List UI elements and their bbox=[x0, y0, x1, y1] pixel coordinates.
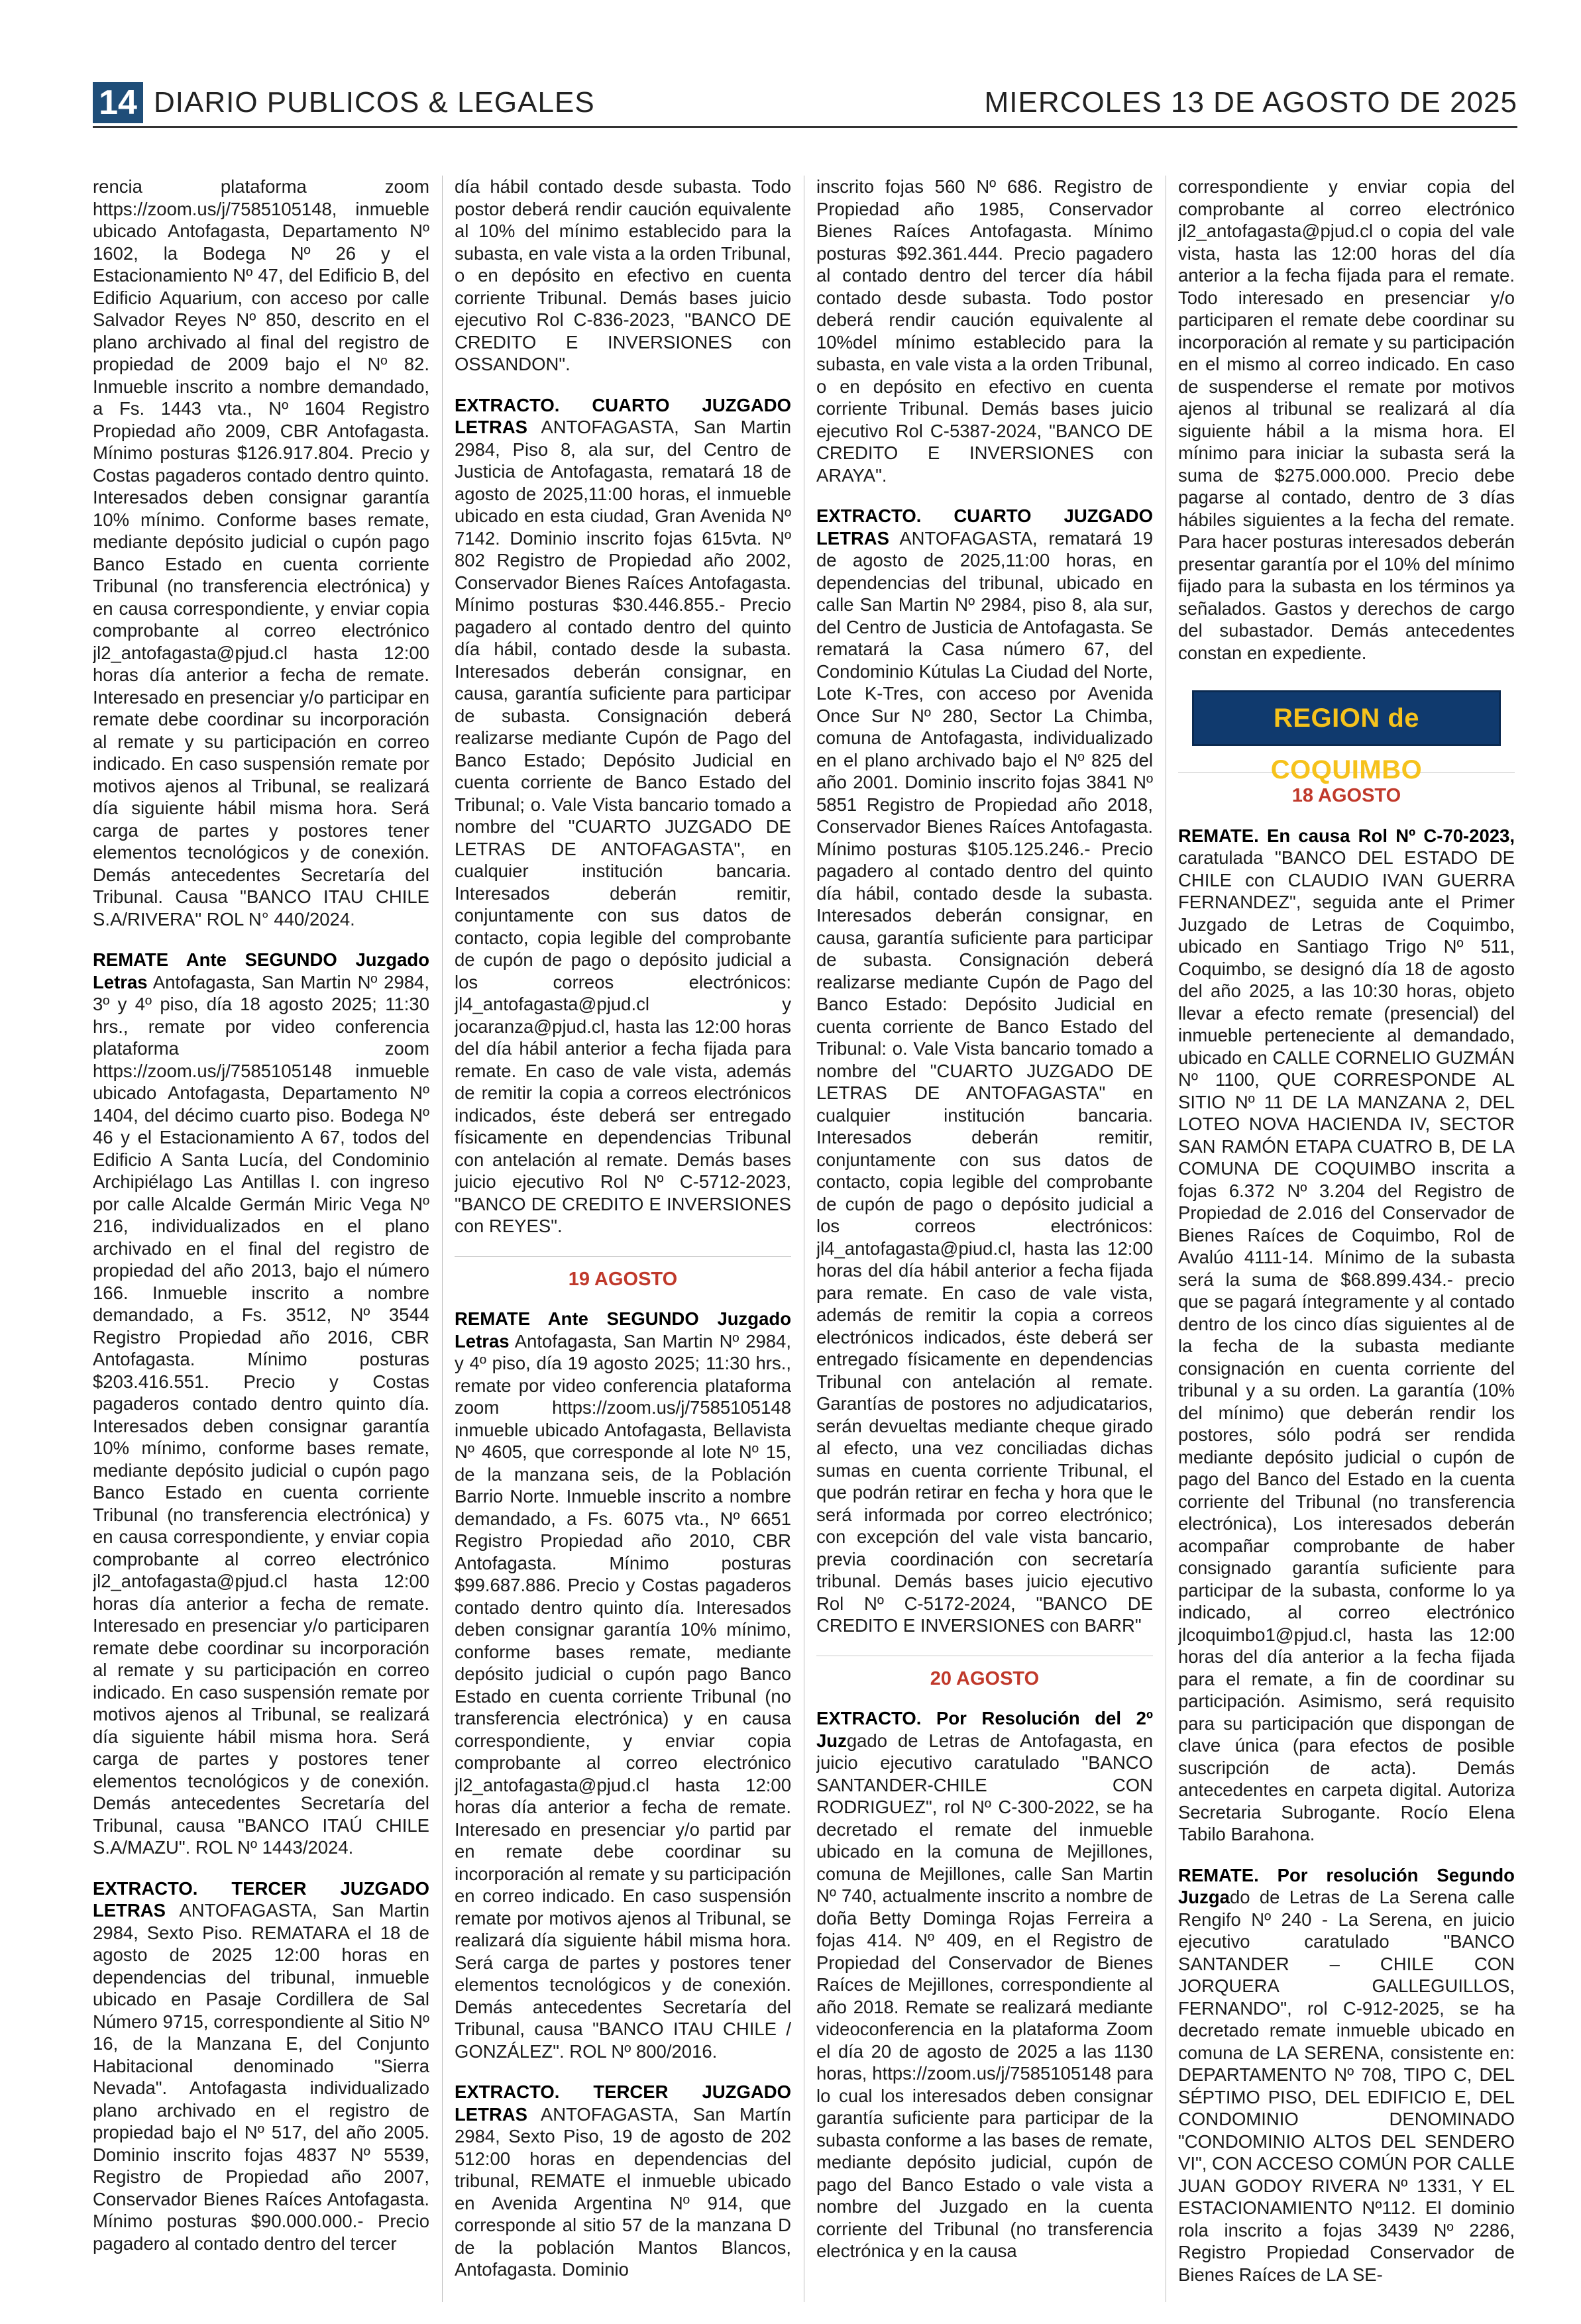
notice-continued: correspondiente y enviar copia del comprobante al correo electrónico jl2_antofagasta@pjud.cl o copia del vale vista, hasta las 12:00 horas del día anterior a la fecha fijada para el remate. Todo interesado en presenciar y/o participaren el remate debe coordinar su incorporación al remate y su participación en el mismo al correo indicado. En caso de suspenderse el remate por motivos ajenos al tribunal se realizará al día siguiente hábil a la misma hora. El mínimo para iniciar la subasta será la suma de $275.000.000. Precio debe pagarse al contado, dentro de 3 días hábiles siguientes a la fecha del remate. Para hacer posturas interesados deberán presentar garantía por el 10% del mínimo fijado para la subasta en los términos ya señalados. Gastos y derechos de cargo del subastador. Demás antecedentes constan en expediente. bbox=[1178, 176, 1515, 663]
notice-body: ANTOFAGASTA, San Martin 2984, Piso 8, ala sur, del Centro de Justicia de Antofagasta, rematará 18 de agosto de 2025,11:00 horas, el inmueble ubicado en esta ciudad, Gran Avenida Nº 7142. Dominio inscrito fojas 615vta. Nº 802 Registro de Propiedad año 2002, Conservador Bienes Raíces Antofagasta. Mínimo posturas $30.446.855.- Precio pagadero al contado dentro del quinto día hábil, contado desde la subasta. Interesados deberán consignar, en causa, garantía suficiente para participar de subasta. Consignación deberá realizarse mediante Cupón de Pago del Banco Estado; Depósito Judicial en cuenta corriente de Banco Estado del Tribunal; o. Vale Vista bancario tomado a nombre del "CUARTO JUZGADO DE LETRAS DE ANTOFAGASTA", en cualquier institución bancaria. Interesados deberán remitir, conjuntamente con sus datos de contacto, copia legible del comprobante de cupón de pago o depósito judicial a los correos electrónicos: jl4_antofagasta@pjud.cl y jocaranza@pjud.cl, hasta las 12:00 horas del día hábil anterior a fecha fijada para remate. En caso de vale vista, además de remitir la copia a correos electrónicos indicados, éste deberá ser entregado físicamente en dependencias Tribunal con antelación al remate. Demás bases juicio ejecutivo Rol Nº C-5712-2023, "BANCO DE CREDITO E INVERSIONES con REYES". bbox=[455, 417, 791, 1236]
column-4 bbox=[1178, 176, 1515, 2296]
notice bbox=[816, 1707, 1153, 2262]
notice-heading: EXTRACTO. Por Resolución del 2º Juz bbox=[816, 1708, 1153, 1751]
notice-body: Antofagasta, San Martin Nº 2984, 3º y 4º piso, día 18 agosto 2025; 11:30 hrs., remate por video conferencia plataforma zoom https://zoom.us/j/7585105148 inmueble ubicado Antofagasta, Departamento Nº 1404, del décimo cuarto piso. Bodega Nº 46 y el Estacionamiento A 67, todos del Edificio A Santa Lucía, del Condominio Archipiélago Las Antillas I. con ingreso por calle Alcalde Germán Miric Vega Nº 216, individualizados en el plano archivado en el final del registro de propiedad del año 2013, bajo el número 166. Inmueble inscrito a nombre demandado, a Fs. 3512, Nº 3544 Registro Propiedad año 2016, CBR Antofagasta. Mínimo posturas $203.416.551. Precio y Costas pagaderos contado dentro quinto día. Interesados deben consignar garantía 10% mínimo, conforme bases remate, mediante depósito judicial o cupón pago Banco Estado en cuenta corriente Tribunal (no transferencia electrónica) y en causa correspondiente, y enviar copia comprobante al correo electrónico jl2_antofagasta@pjud.cl hasta 12:00 horas día anterior a fecha de remate. Interesado en presenciar y/o participaren remate debe coordinar su incorporación al remate y su participación en correo indicado. En caso suspensión remate por motivos ajenos al Tribunal, se realizará día siguiente hábil misma hora. Será carga de partes y postores tener elementos tecnológicos y de conexión. Demás antecedentes Secretaría del Tribunal, causa "BANCO ITAÚ CHILE S.A/MAZU". ROL Nº 1443/2024. bbox=[93, 971, 429, 1858]
column-divider bbox=[442, 176, 443, 2302]
date-heading: 18 AGOSTO bbox=[1178, 772, 1515, 808]
notice-body: caratulada "BANCO DEL ESTADO DE CHILE con CLAUDIO IVAN GUERRA FERNANDEZ", seguida ante el Primer Juzgado de Letras de Coquimbo, ubicado en Santiago Trigo Nº 511, Coquimbo, se designó día 18 de agosto del año 2025, a las 10:30 horas, objeto llevar a efecto remate (presencial) del inmueble perteneciente al demandado, ubicado en CALLE CORNELIO GUZMÁN Nº 1100, QUE CORRESPONDE AL SITIO Nº 11 DE LA MANZANA 2, DEL LOTEO NOVA HACIENDA IV, SECTOR SAN RAMÓN ETAPA CUATRO B, DE LA COMUNA DE COQUIMBO inscrita a fojas 6.372 Nº 3.204 del Registro de Propiedad de 2.016 del Conservador de Bienes Raíces de Coquimbo, Rol de Avalúo 4111-14. Mínimo de la subasta será la suma de $68.899.434.- precio que se pagará íntegramente y al contado dentro de los cinco días siguientes al de la fecha de la subasta mediante consignación en cuenta corriente del tribunal y a su orden. La garantía (10% del mínimo) que deberán rendir los postores, sólo podrá ser rendida mediante depósito judicial o cupón de pago del Banco del Estado en la cuenta corriente del Tribunal (no transferencia electrónica), Los interesados deberán acompañar comprobante de haber consignado garantía suficiente para participar de la subasta, conforme lo ya indicado, al correo electrónico jlcoquimbo1@pjud.cl, hasta las 12:00 horas del día anterior a la fecha fijada para el remate, a fin de coordinar su participación. Asimismo, será requisito para su participación que dispongan de clave única (para efectos de posible suscripción de acta). Demás antecedentes en carpeta digital. Autoriza Secretaria Subrogante. Rocío Elena Tabilo Barahona. bbox=[1178, 847, 1515, 1844]
page-number: 14 bbox=[93, 82, 143, 123]
region-banner: REGION de COQUIMBO bbox=[1192, 690, 1501, 746]
notice-heading: EXTRACTO. CUARTO JUZGADO LETRAS bbox=[455, 394, 791, 437]
notice bbox=[455, 394, 791, 1238]
notice-body: Antofagasta, San Martin Nº 2984, y 4º piso, día 19 agosto 2025; 11:30 hrs., remate por video conferencia plataforma zoom https://zoom.us/j/7585105148 inmueble ubicado Antofagasta, Bellavista Nº 4605, que corresponde al lote Nº 15, de la manzana seis, de la Población Barrio Norte. Inmueble inscrito a nombre demandado, a Fs. 6075 vta., Nº 6651 Registro Propiedad año 2010, CBR Antofagasta. Mínimo posturas $99.687.886. Precio y Costas pagaderos contado dentro quinto día. Interesados deben consignar garantía 10% mínimo, conforme bases remate, mediante depósito judicial o cupón pago Banco Estado en cuenta corriente Tribunal (no transferencia electrónica) y en causa correspondiente, y enviar copia comprobante al correo electrónico jl2_antofagasta@pjud.cl hasta 12:00 horas día anterior a fecha de remate. Interesado en presenciar y/o partid par en remate debe coordinar su incorporación al remate y su participación en correo indicado. En caso suspensión remate por motivos ajenos al Tribunal, se realizará día siguiente hábil misma hora. Será carga de partes y postores tener elementos tecnológicos y de conexión. Demás antecedentes Secretaría del Tribunal, causa "BANCO ITAU CHILE / GONZÁLEZ". ROL Nº 800/2016. bbox=[455, 1330, 791, 2062]
publication-title: DIARIO PUBLICOS & LEGALES bbox=[154, 86, 595, 119]
notice bbox=[93, 949, 429, 1859]
notice-body: ANTOFAGASTA, rematará 19 de agosto de 2025,11:00 horas, en dependencias del tribunal, ubicado en calle San Martin Nº 2984, piso 8, ala sur, del Centro de Justicia de Antofagasta. Se rematará la Casa número 67, del Condominio Kútulas La Ciudad del Norte, Lote K-Tres, con acceso por Avenida Once Sur Nº 280, Sector La Chimba, comuna de Antofagasta, individualizado en el plano archivado bajo el Nº 825 del año 2001. Dominio inscrito fojas 3841 Nº 5851 Registro de Propiedad año 2018, Conservador Bienes Raíces Antofagasta. Mínimo posturas $105.125.246.- Precio pagadero al contado dentro del quinto día hábil, contado desde la subasta. Interesados deberán consignar, en causa, garantía suficiente para participar de subasta. Consignación deberá realizarse mediante Cupón de Pago del Banco Estado: Depósito Judicial en cuenta corriente de Banco Estado del Tribunal: o. Vale Vista bancario tomado a nombre del "CUARTO JUZGADO DE LETRAS DE ANTOFAGASTA" en cualquier institución bancaria. Interesados deberán remitir, conjuntamente con sus datos de contacto, copia legible del comprobante de cupón de pago o depósito judicial a los correos electrónicos: jl4_antofagasta@piud.cl, hasta las 12:00 horas del día hábil anterior a fecha fijada para remate. En caso de vale vista, además de remitir la copia a correos electrónicos indicados, éste deberá ser entregado físicamente en dependencias Tribunal con antelación al remate. Garantías de postores no adjudicatarios, serán devueltas mediante cheque girado al efecto, una vez conciliadas dichas sumas en cuenta corriente Tribunal, el que podrán retirar en fecha y hora que le será informada por correo electrónico; con excepción del vale vista bancario, previa coordinación con secretaría tribunal. Demás bases juicio ejecutivo Rol Nº C-5172-2024, "BANCO DE CREDITO E INVERSIONES con BARR" bbox=[816, 527, 1153, 1636]
notice-heading: EXTRACTO. CUARTO JUZGADO LETRAS bbox=[816, 505, 1153, 549]
notice-body: do de Letras de La Serena calle Rengifo Nº 240 - La Serena, en juicio ejecutivo caratulado "BANCO SANTANDER – CHILE CON JORQUERA GALLEGUILLOS, FERNANDO", rol C-912-2025, se ha decretado remate inmueble ubicado en comuna de LA SERENA, consistente en: DEPARTAMENTO Nº 708, TIPO C, DEL SÉPTIMO PISO, DEL EDIFICIO E, DEL CONDOMINIO DENOMINADO "CONDOMINIO ALTOS DEL SENDERO VI", CON ACCESO COMÚN POR CALLE JUAN GODOY RIVERA Nº 1331, Y EL ESTACIONAMIENTO Nº112. El dominio rola inscrito a fojas 3439 Nº 2286, Registro Propiedad Conservador de Bienes Raíces de LA SE- bbox=[1178, 1887, 1515, 2285]
notice bbox=[455, 1308, 791, 2062]
notice-heading: EXTRACTO. TERCER JUZGADO LETRAS bbox=[93, 1877, 429, 1921]
notice bbox=[93, 1877, 429, 2255]
notice-heading: REMATE. Por resolución Segundo Juzga bbox=[1178, 1864, 1515, 1907]
date-heading: 20 AGOSTO bbox=[816, 1656, 1153, 1691]
notice-heading: REMATE Ante SEGUNDO Juzgado Letras bbox=[93, 949, 429, 992]
notice-heading: REMATE Ante SEGUNDO Juzgado Letras bbox=[455, 1308, 791, 1351]
page-header bbox=[93, 82, 1517, 123]
column-3 bbox=[816, 176, 1153, 2296]
notice-heading: REMATE. En causa Rol Nº C-70-2023, bbox=[1178, 825, 1515, 846]
notice bbox=[1178, 825, 1515, 1846]
column-1 bbox=[93, 176, 429, 2296]
date-heading: 19 AGOSTO bbox=[455, 1256, 791, 1291]
notice bbox=[1178, 1864, 1515, 2286]
notice-body: ANTOFAGASTA, San Martín 2984, Sexto Piso, 19 de agosto de 202 512:00 horas en dependencias del tribunal, REMATE el inmueble ubicado en Avenida Argentina Nº 914, que corresponde al sitio 57 de la manzana D de la población Mantos Blancos, Antofagasta. Dominio bbox=[455, 2103, 791, 2280]
notice bbox=[455, 2081, 791, 2281]
notice-continued: día hábil contado desde subasta. Todo postor deberá rendir caución equivalente al 10% del mínimo establecido para la subasta, en vale vista a la orden Tribunal, o en depósito en efectivo en cuenta corriente Tribunal. Demás bases juicio ejecutivo Rol C-836-2023, "BANCO DE CREDITO E INVERSIONES con OSSANDON". bbox=[455, 176, 791, 374]
header-rule bbox=[93, 126, 1517, 128]
notice-continued: inscrito fojas 560 Nº 686. Registro de Propiedad año 1985, Conservador Bienes Raíces Antofagasta. Mínimo posturas $92.361.444. Precio pagadero al contado dentro del tercer día hábil contado desde subasta. Todo postor deberá rendir caución equivalente al 10%del mínimo establecido para la subasta, en vale vista a la orden Tribunal, o en depósito en efectivo en cuenta corriente Tribunal. Demás bases juicio ejecutivo Rol C-5387-2024, "BANCO DE CREDITO E INVERSIONES con ARAYA". bbox=[816, 176, 1153, 486]
column-2 bbox=[455, 176, 791, 2296]
publication-date: MIERCOLES 13 DE AGOSTO DE 2025 bbox=[984, 86, 1517, 119]
notice-continued: rencia plataforma zoom https://zoom.us/j/7585105148, inmueble ubicado Antofagasta, Departamento Nº 1602, la Bodega Nº 26 y el Estacionamiento Nº 47, del Edificio B, del Edificio Aquarium, con acceso por calle Salvador Reyes Nº 850, descrito en el plano archivado al final del registro de propiedad de 2009 bajo el Nº 82. Inmueble inscrito a nombre demandado, a Fs. 1443 vta., Nº 1604 Registro Propiedad año 2009, CBR Antofagasta. Mínimo posturas $126.917.804. Precio y Costas pagaderos contado dentro quinto. Interesados deben consignar garantía 10% mínimo. Conforme bases remate, mediante depósito judicial o cupón pago Banco Estado en cuenta corriente Tribunal (no transferencia electrónica) y en causa correspondiente, y enviar copia comprobante al correo electrónico jl2_antofagasta@pjud.cl hasta 12:00 horas día anterior a fecha de remate. Interesado en presenciar y/o participar en remate debe coordinar su incorporación al remate y su participación en correo indicado. En caso suspensión remate por motivos ajenos al Tribunal, se realizará día siguiente hábil misma hora. Será carga de partes y postores tener elementos tecnológicos y de conexión. Demás antecedentes Secretaría del Tribunal. Causa "BANCO ITAU CHILE S.A/RIVERA" ROL N° 440/2024. bbox=[93, 176, 429, 929]
notice-heading: EXTRACTO. TERCER JUZGADO LETRAS bbox=[455, 2082, 791, 2125]
notice bbox=[816, 505, 1153, 1637]
notice-body: ANTOFAGASTA, San Martin 2984, Sexto Piso. REMATARA el 18 de agosto de 2025 12:00 horas en dependencias del tribunal, inmueble ubicado en Pasaje Cordillera de Sal Número 9715, correspondiente al Sitio Nº 16, de la Manzana E, del Conjunto Habitacional denominado "Sierra Nevada". Antofagasta individualizado plano archivado en el registro de propiedad bajo el Nº 517, del año 2005. Dominio inscrito fojas 4837 Nº 5539, Registro de Propiedad año 2007, Conservador Bienes Raíces Antofagasta. Mínimo posturas $90.000.000.- Precio pagadero al contado dentro del tercer bbox=[93, 1900, 429, 2254]
notice-body: gado de Letras de Antofagasta, en juicio ejecutivo caratulado "BANCO SANTANDER-CHILE CON RODRIGUEZ", rol Nº C-300-2022, se ha decretado el remate del inmueble ubicado en la comuna de Mejillones, comuna de Mejillones, calle San Martin Nº 740, actualmente inscrito a nombre de doña Betty Dominga Rojas Ferreira a fojas 414. Nº 409, en el Registro de Propiedad del Conservador de Bienes Raíces de Mejillones, correspondiente al año 2018. Remate se realizará mediante videoconferencia en la plataforma Zoom el día 20 de agosto de 2025 a las 1130 horas, https://zoom.us/j/7585105148 para lo cual los interesados deben consignar garantía suficiente para participar de la subasta conforme a las bases de remate, mediante depósito judicial, cupón de pago del Banco Estado o vale vista a nombre del Juzgado en la cuenta corriente del Tribunal (no transferencia electrónica y en la causa bbox=[816, 1730, 1153, 2261]
